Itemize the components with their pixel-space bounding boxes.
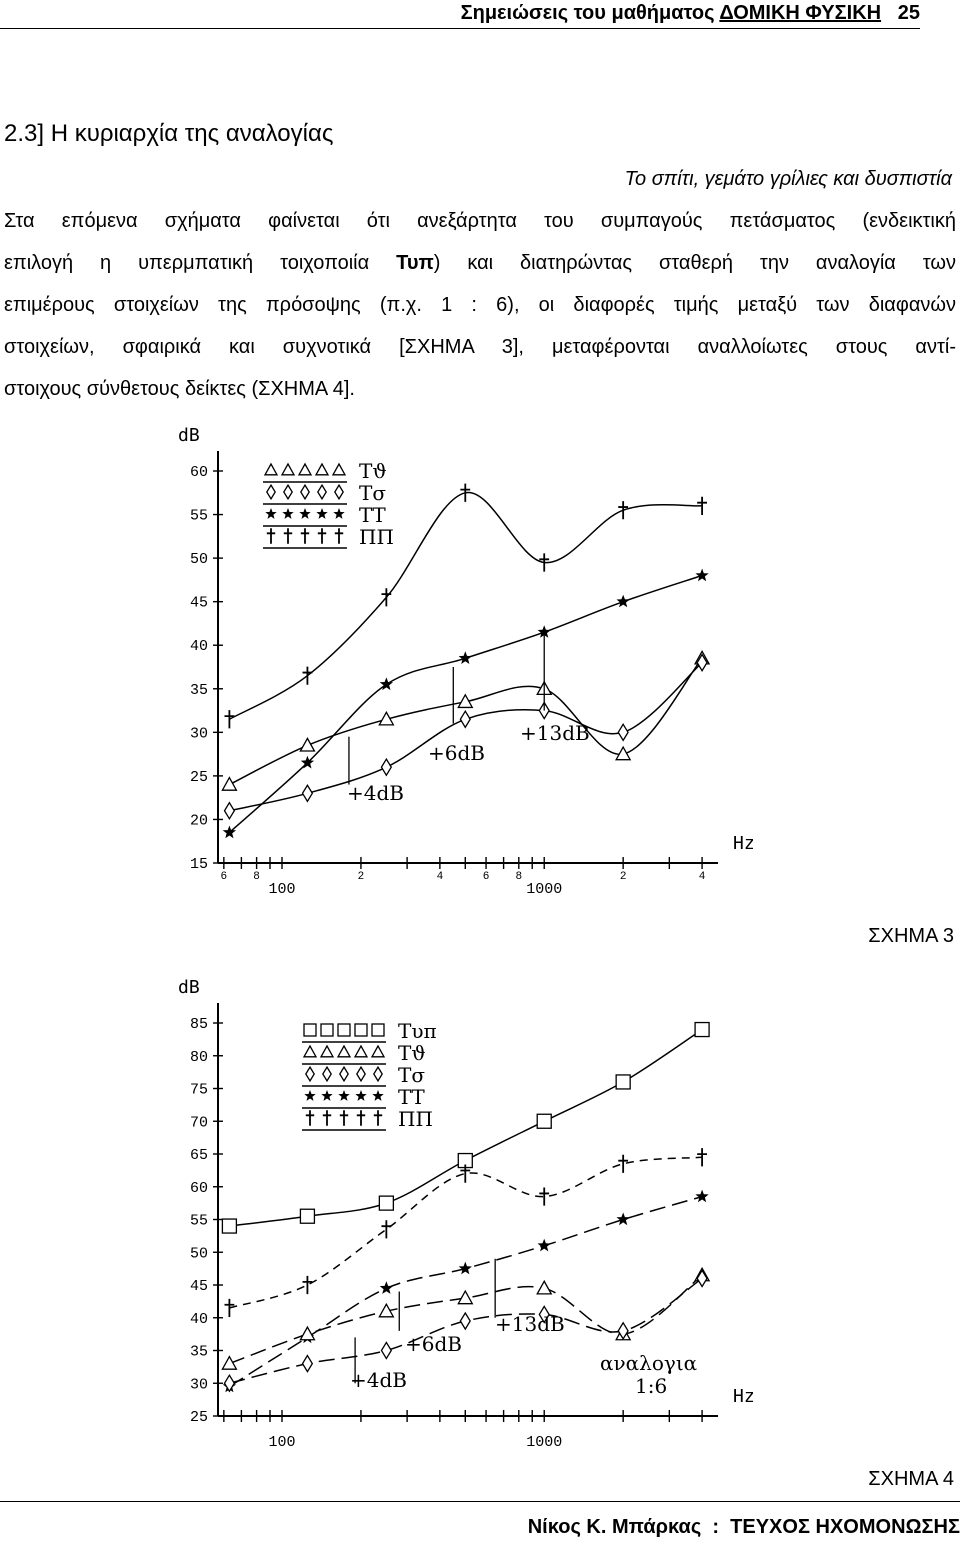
fig3-xtick-minor-label: 8	[515, 871, 523, 883]
fig4-triangle-marker	[458, 1291, 472, 1304]
fig3-legend-triangle-marker	[333, 464, 345, 475]
fig4-ytick-label: 50	[189, 1245, 208, 1263]
figure-3-caption: ΣΧΗΜΑ 3	[868, 925, 954, 947]
epigraph: Το σπίτι, γεμάτο γρίλιες και δυσπιστία	[624, 168, 952, 190]
fig4-legend-star-marker	[372, 1090, 383, 1101]
fig4-ylabel: dB	[178, 977, 200, 998]
body-line-2-b: ) και διατηρώντας σταθερή την αναλογία των	[433, 252, 956, 274]
fig4-ytick-label: 30	[189, 1376, 208, 1394]
fig3-ytick-label: 15	[189, 856, 208, 873]
footer-author: Νίκος Κ. Μπάρκας	[527, 1516, 702, 1538]
fig4-legend-diamond-marker	[357, 1067, 365, 1081]
section-title: 2.3] Η κυριαρχία της αναλογίας	[4, 120, 334, 147]
fig3-ytick-label: 35	[189, 681, 208, 699]
fig4-star-marker	[380, 1281, 393, 1294]
fig4-legend-label: ΠΠ	[398, 1107, 433, 1131]
fig3-legend-star-marker	[316, 508, 327, 519]
fig4-triangle-marker	[537, 1281, 551, 1294]
fig3-xtick-minor-label: 2	[357, 871, 365, 883]
header-page-number: 25	[897, 2, 920, 24]
fig3-dagger-marker	[224, 710, 234, 728]
body-line-4: στοιχείων, σφαιρικά και συχνοτικά [ΣΧΗΜΑ 3], μεταφέρονται αναλλοίωτες στους αντί-	[4, 336, 956, 358]
fig3-legend-label: Τσ	[359, 481, 386, 505]
fig4-ytick-label: 65	[189, 1147, 208, 1164]
fig3-triangle-marker	[222, 778, 236, 791]
fig3-legend-diamond-marker	[318, 485, 326, 499]
fig3-legend-dagger-marker	[301, 528, 309, 544]
fig4-legend-square-marker	[355, 1024, 367, 1036]
fig3-legend-star-marker	[282, 508, 293, 519]
figure-4-chart	[0, 970, 960, 1460]
fig3-diamond-marker	[224, 803, 234, 819]
fig3-legend-star-marker	[333, 508, 344, 519]
fig4-diamond-marker	[303, 1356, 313, 1372]
fig4-ytick-label: 40	[189, 1310, 208, 1328]
fig3-ytick-label: 20	[189, 812, 208, 830]
fig4-ytick-label: 85	[189, 1016, 208, 1033]
fig3-legend-star-marker	[265, 508, 276, 519]
fig4-xtick-major-label: 1000	[526, 1434, 563, 1451]
fig4-ytick-label: 25	[189, 1409, 208, 1426]
fig3-legend-dagger-marker	[335, 528, 343, 544]
fig3-legend-diamond-marker	[301, 485, 309, 499]
fig3-annotation: +4dB	[347, 781, 404, 805]
body-line-3: επιμέρους στοιχείων της πρόσοψης (π.χ. 1 : 6), οι διαφορές τιμής μεταξύ των διαφανών	[4, 294, 956, 316]
fig4-legend-diamond-marker	[306, 1067, 314, 1081]
footer-title: ΤΕΥΧΟΣ ΗΧΟΜΟΝΩΣΗΣ	[730, 1516, 960, 1538]
fig4-square-marker	[379, 1196, 393, 1210]
fig3-legend-triangle-marker	[316, 464, 328, 475]
fig3-annotation: +13dB	[520, 721, 590, 745]
fig4-dagger-marker	[381, 1220, 391, 1238]
fig4-square-marker	[537, 1114, 551, 1128]
fig3-dagger-marker	[381, 588, 391, 606]
fig4-legend-square-marker	[304, 1024, 316, 1036]
fig4-legend-dagger-marker	[306, 1110, 314, 1126]
fig3-legend-label: ΠΠ	[359, 525, 394, 549]
fig4-legend-diamond-marker	[374, 1067, 382, 1081]
fig3-legend-triangle-marker	[282, 464, 294, 475]
fig4-square-marker	[300, 1209, 314, 1223]
fig3-star-marker	[459, 651, 472, 664]
fig3-ytick-label: 30	[189, 725, 208, 743]
fig3-legend-label: Τϑ	[359, 459, 387, 483]
fig4-legend-triangle-marker	[372, 1046, 384, 1057]
fig4-legend-star-marker	[304, 1090, 315, 1101]
fig4-square-marker	[222, 1219, 236, 1233]
fig4-square-marker	[695, 1023, 709, 1037]
fig3-dagger-marker	[618, 501, 628, 519]
fig4-series-square-line	[229, 1030, 702, 1226]
fig4-legend-diamond-marker	[323, 1067, 331, 1081]
fig4-ytick-label: 55	[189, 1212, 208, 1230]
header-section: ΔΟΜΙΚΗ ΦΥΣΙΚΗ	[719, 2, 882, 24]
fig4-xtick-major-label: 100	[268, 1434, 296, 1451]
fig4-diamond-marker	[381, 1342, 391, 1358]
fig4-legend-label: ΤΤ	[398, 1085, 425, 1109]
fig3-ytick-label: 40	[189, 638, 208, 656]
fig4-legend-star-marker	[338, 1090, 349, 1101]
fig4-ytick-label: 70	[189, 1114, 208, 1132]
page-footer	[0, 1501, 960, 1539]
figure-4-caption: ΣΧΗΜΑ 4	[868, 1468, 954, 1490]
fig4-annotation: 1:6	[635, 1374, 668, 1398]
fig3-legend-diamond-marker	[284, 485, 292, 499]
fig3-star-marker	[617, 595, 630, 608]
fig3-legend-label: ΤΤ	[359, 503, 386, 527]
fig3-star-marker	[695, 569, 708, 582]
fig3-ytick-label: 25	[189, 768, 208, 786]
fig3-xtick-major-label: 100	[268, 881, 296, 898]
fig3-diamond-marker	[381, 759, 391, 775]
fig4-legend-triangle-marker	[304, 1046, 316, 1057]
fig4-legend-star-marker	[321, 1090, 332, 1101]
fig3-legend-star-marker	[299, 508, 310, 519]
fig3-ylabel: dB	[178, 425, 200, 446]
fig4-ytick-label: 60	[189, 1179, 208, 1197]
fig3-ytick-label: 50	[189, 551, 208, 569]
fig4-ytick-label: 75	[189, 1081, 208, 1099]
fig3-legend-dagger-marker	[318, 528, 326, 544]
fig4-legend-label: Τυπ	[398, 1019, 437, 1043]
fig4-legend-diamond-marker	[340, 1067, 348, 1081]
fig4-annotation: +4dB	[350, 1368, 407, 1392]
fig4-annotation: +13dB	[495, 1312, 565, 1336]
fig4-legend-dagger-marker	[374, 1110, 382, 1126]
fig3-dagger-marker	[303, 667, 313, 685]
body-line-2	[4, 242, 956, 284]
fig4-ytick-label: 35	[189, 1343, 208, 1361]
fig4-legend-dagger-marker	[357, 1110, 365, 1126]
fig4-legend-star-marker	[355, 1090, 366, 1101]
page-header	[0, 0, 920, 29]
fig3-xtick-minor-label: 2	[619, 871, 627, 883]
fig4-diamond-marker	[460, 1313, 470, 1329]
fig3-ytick-label: 60	[189, 464, 208, 481]
fig4-legend-triangle-marker	[338, 1046, 350, 1057]
fig3-legend-triangle-marker	[265, 464, 277, 475]
fig4-xlabel: Hz	[733, 1386, 755, 1407]
fig3-triangle-marker	[300, 738, 314, 751]
fig3-triangle-marker	[616, 747, 630, 760]
header-course: Σημειώσεις του μαθήματος	[460, 2, 715, 24]
fig4-star-marker	[459, 1262, 472, 1275]
fig4-legend-square-marker	[321, 1024, 333, 1036]
fig4-legend-square-marker	[372, 1024, 384, 1036]
fig4-dagger-marker	[303, 1276, 313, 1294]
fig4-annotation: αναλογια	[600, 1351, 698, 1375]
fig4-ytick-label: 45	[189, 1278, 208, 1295]
body-line-2-a: επιλογή η υπερμπατική τοιχοποιία	[4, 252, 397, 274]
fig4-star-marker	[695, 1190, 708, 1203]
fig3-ytick-label: 55	[189, 507, 208, 525]
fig4-diamond-marker	[224, 1375, 234, 1391]
fig4-legend-dagger-marker	[340, 1110, 348, 1126]
fig3-diamond-marker	[460, 711, 470, 727]
fig4-legend-triangle-marker	[321, 1046, 333, 1057]
fig4-triangle-marker	[222, 1357, 236, 1370]
fig4-dagger-marker	[224, 1299, 234, 1317]
fig3-xtick-major-label: 1000	[526, 881, 563, 898]
fig3-xlabel: Hz	[733, 833, 755, 854]
fig3-legend-diamond-marker	[267, 485, 275, 499]
fig3-legend-diamond-marker	[335, 485, 343, 499]
fig4-legend-label: Τϑ	[398, 1041, 426, 1065]
fig4-square-marker	[616, 1075, 630, 1089]
fig4-star-marker	[538, 1239, 551, 1252]
fig3-legend-dagger-marker	[267, 528, 275, 544]
fig3-xtick-minor-label: 6	[220, 871, 228, 883]
fig4-diamond-marker	[697, 1270, 707, 1286]
fig3-legend-triangle-marker	[299, 464, 311, 475]
fig3-xtick-minor-label: 6	[482, 871, 490, 883]
fig4-legend-square-marker	[338, 1024, 350, 1036]
fig4-legend-dagger-marker	[323, 1110, 331, 1126]
fig3-ytick-label: 45	[189, 594, 208, 612]
fig4-star-marker	[617, 1213, 630, 1226]
body-paragraph	[4, 200, 956, 410]
fig3-annotation: +6dB	[428, 741, 485, 765]
fig4-legend-label: Τσ	[398, 1063, 425, 1087]
fig3-diamond-marker	[618, 724, 628, 740]
fig4-dagger-marker	[618, 1155, 628, 1173]
fig4-ytick-label: 80	[189, 1048, 208, 1066]
body-line-5: στοιχους σύνθετους δείκτες (ΣΧΗΜΑ 4].	[4, 378, 355, 400]
figure-3-chart	[0, 420, 960, 920]
fig3-xtick-minor-label: 8	[253, 871, 260, 883]
body-line-1: Στα επόμενα σχήματα φαίνεται ότι ανεξάρτητα του συμπαγούς πετάσματος (ενδεικτική	[4, 210, 956, 232]
fig3-xtick-minor-label: 4	[698, 871, 706, 883]
fig3-xtick-minor-label: 4	[436, 871, 444, 883]
fig3-series-diamond-line	[229, 663, 702, 811]
footer-separator: :	[712, 1516, 720, 1538]
fig4-annotation: +6dB	[405, 1332, 462, 1356]
body-line-2-bold: Τυπ	[396, 252, 434, 274]
fig3-diamond-marker	[303, 785, 313, 801]
fig4-legend-triangle-marker	[355, 1046, 367, 1057]
fig3-legend-dagger-marker	[284, 528, 292, 544]
